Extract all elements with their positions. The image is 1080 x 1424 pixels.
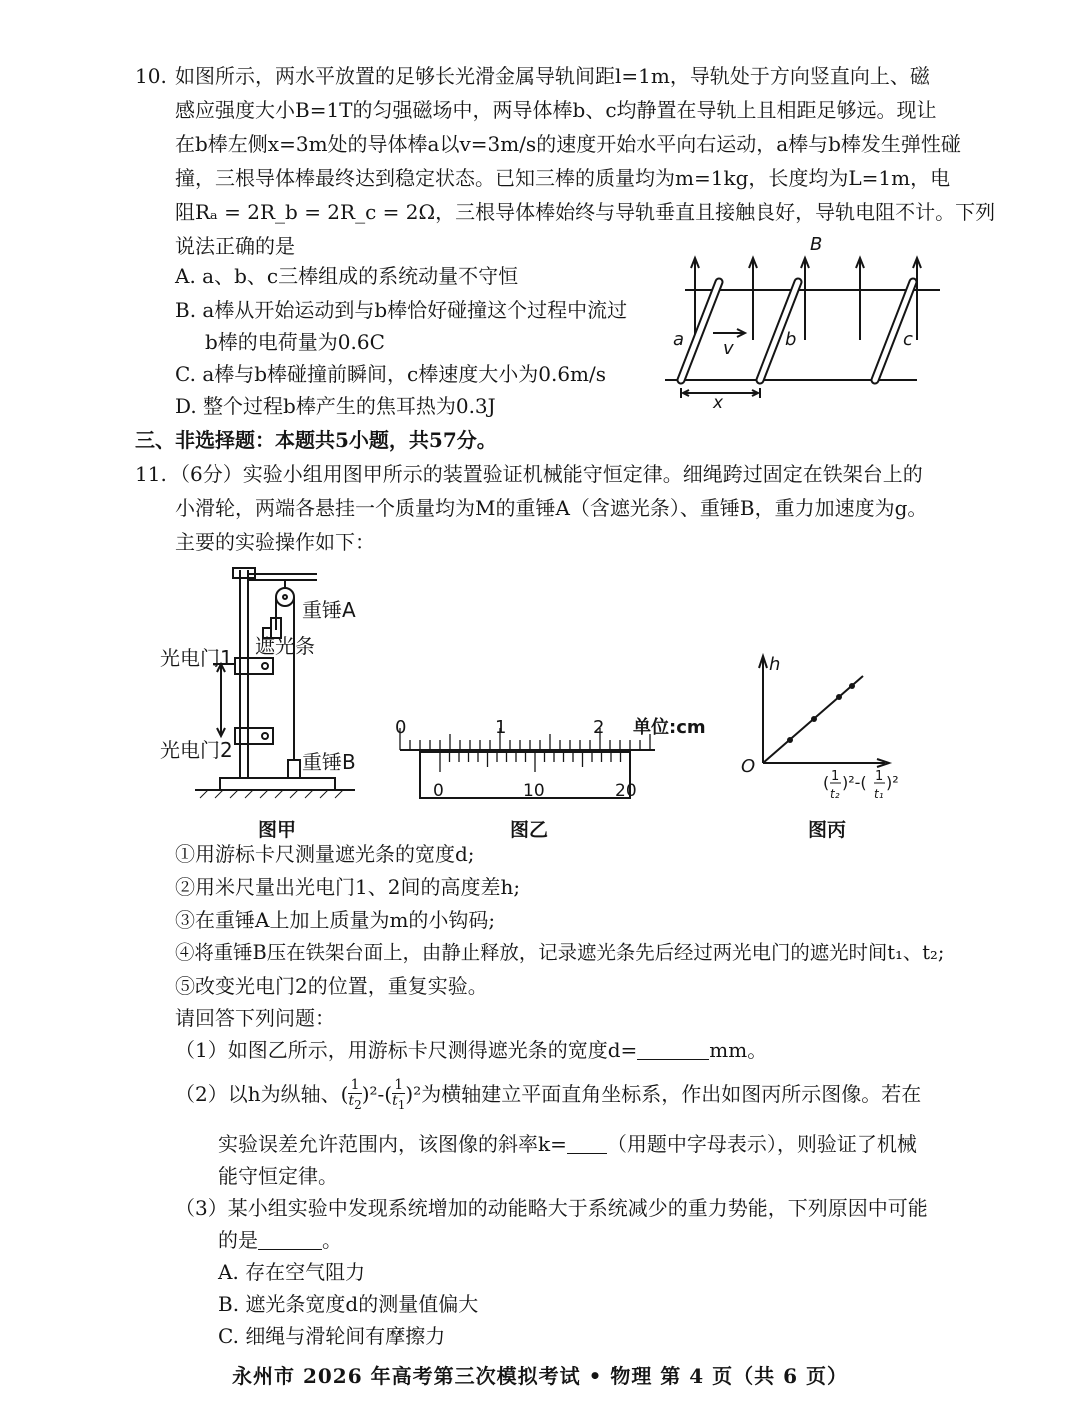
caption-bing: 图丙 bbox=[808, 819, 847, 841]
q10-line5: 阻Rₐ = 2R_b = 2R_c = 2Ω，三根导体棒始终与导轨垂直且接触良好，导轨电阻不计。下列 bbox=[175, 200, 996, 224]
main-tick-0: 0 bbox=[395, 717, 407, 738]
q10-option-c: C. a棒与b棒碰撞前瞬间，c棒速度大小为0.6m/s bbox=[175, 362, 607, 386]
q10-option-d: D. 整个过程b棒产生的焦耳热为0.3J bbox=[175, 394, 496, 418]
q11-line1: （6分）实验小组用图甲所示的装置验证机械能守恒定律。细绳跨过固定在铁架台上的 bbox=[170, 462, 923, 486]
sub-question-2-line3: 能守恒定律。 bbox=[218, 1164, 338, 1188]
answer-prompt: 请回答下列问题： bbox=[175, 1006, 335, 1030]
q10-line6: 说法正确的是 bbox=[175, 234, 295, 258]
sub-question-2-line2: 实验误差允许范围内，该图像的斜率k= （用题中字母表示），则验证了机械 bbox=[218, 1132, 917, 1156]
step-1: ①用游标卡尺测量遮光条的宽度d; bbox=[175, 842, 475, 866]
section-heading: 三、非选择题：本题共5小题，共57分。 bbox=[135, 428, 497, 452]
step-3: ③在重锤A上加上质量为m的小钩码; bbox=[175, 908, 496, 932]
shade-strip-label: 遮光条 bbox=[255, 634, 315, 658]
q10-option-b-cont: b棒的电荷量为0.6C bbox=[205, 330, 385, 354]
graph-y-label: h bbox=[769, 654, 781, 675]
q10-option-a: A. a、b、c三棒组成的系统动量不守恒 bbox=[175, 264, 519, 288]
q10-line3: 在b棒左侧x=3m处的导体棒a以v=3m/s的速度开始水平向右运动，a棒与b棒发生弹性碰 bbox=[175, 132, 961, 156]
velocity-label: v bbox=[723, 338, 734, 359]
unit-label: 单位:cm bbox=[633, 717, 706, 738]
q11-line2: 小滑轮，两端各悬挂一个质量均为M的重锤A（含遮光条）、重锤B，重力加速度为g。 bbox=[175, 496, 928, 520]
sub-question-3: （3）某小组实验中发现系统增加的动能略大于系统减少的重力势能，下列原因中可能 bbox=[175, 1196, 928, 1220]
graph-x-label bbox=[823, 769, 899, 801]
svg-text:t₂: t₂ bbox=[830, 787, 840, 801]
main-tick-1: 1 bbox=[495, 717, 507, 738]
step-5: ⑤改变光电门2的位置，重复实验。 bbox=[175, 974, 488, 998]
sub-question-3-line2: 的是 。 bbox=[218, 1228, 342, 1252]
q10-line4: 撞，三根导体棒最终达到稳定状态。已知三棒的质量均为m=1kg，长度均为L=1m，电 bbox=[175, 166, 951, 190]
page-footer: 永州市 2026 年高考第三次模拟考试 • 物理 第 4 页（共 6 页） bbox=[232, 1364, 848, 1388]
svg-text:(: ( bbox=[823, 773, 830, 792]
sub-question-1: （1）如图乙所示，用游标卡尺测得遮光条的宽度d= mm。 bbox=[175, 1038, 768, 1062]
rod-b-label: b bbox=[785, 329, 797, 350]
q11-line3: 主要的实验操作如下： bbox=[175, 530, 375, 554]
h-vs-t-graph bbox=[735, 648, 935, 808]
svg-text:t₁: t₁ bbox=[874, 787, 884, 801]
svg-text:1: 1 bbox=[875, 769, 884, 784]
vernier-tick-0: 0 bbox=[433, 781, 444, 801]
svg-text:)²: )² bbox=[886, 773, 899, 792]
svg-text:1: 1 bbox=[831, 769, 840, 784]
field-label: B bbox=[810, 234, 823, 255]
q10-rails-diagram bbox=[655, 230, 955, 410]
q10-option-b: B. a棒从开始运动到与b棒恰好碰撞这个过程中流过 bbox=[175, 298, 628, 322]
caption-jia: 图甲 bbox=[258, 819, 297, 841]
sub3-option-c: C. 细绳与滑轮间有摩擦力 bbox=[218, 1324, 446, 1348]
sub3-option-b: B. 遮光条宽度d的测量值偏大 bbox=[218, 1292, 479, 1316]
photogate-1-label: 光电门1 bbox=[160, 646, 233, 670]
rod-a-label: a bbox=[673, 329, 685, 350]
sub3-option-a: A. 存在空气阻力 bbox=[218, 1260, 366, 1284]
main-tick-2: 2 bbox=[593, 717, 605, 738]
rod-c-label: c bbox=[903, 329, 913, 350]
weight-b-label: 重锤B bbox=[302, 750, 356, 774]
q10-line2: 感应强度大小B=1T的匀强磁场中，两导体棒b、c均静置在导轨上且相距足够远。现让 bbox=[175, 98, 937, 122]
vernier-tick-20: 20 bbox=[615, 781, 637, 801]
step-2: ②用米尺量出光电门1、2间的高度差h; bbox=[175, 875, 521, 899]
q11-number: 11. bbox=[135, 462, 167, 486]
magnetic-field-arrows bbox=[691, 258, 921, 340]
sub-question-2: （2）以h为纵轴、( $\frac{1}{t_2}$ )²-( $\frac{1}{t_1}$ )²为横轴建立平面直角坐标系，作出如图丙所示图像。若在 bbox=[175, 1077, 922, 1112]
vernier-caliper-diagram bbox=[385, 708, 725, 808]
answer-blank-2[interactable] bbox=[567, 1133, 607, 1154]
svg-text:)²-(: )²-( bbox=[842, 773, 867, 792]
photogate-2-label: 光电门2 bbox=[160, 738, 233, 762]
answer-blank-3[interactable] bbox=[258, 1229, 322, 1250]
caption-yi: 图乙 bbox=[510, 819, 549, 841]
distance-label: x bbox=[713, 393, 724, 410]
q10-number: 10. bbox=[135, 64, 167, 88]
q10-line1: 如图所示，两水平放置的足够长光滑金属导轨间距l=1m，导轨处于方向竖直向上、磁 bbox=[175, 64, 930, 88]
vernier-tick-10: 10 bbox=[523, 781, 545, 801]
step-4: ④将重锤B压在铁架台面上，由静止释放，记录遮光条先后经过两光电门的遮光时间t₁、t₂; bbox=[175, 941, 945, 964]
weight-a-label: 重锤A bbox=[302, 598, 356, 622]
answer-blank-1[interactable] bbox=[637, 1039, 709, 1060]
graph-origin-label: O bbox=[741, 756, 756, 777]
